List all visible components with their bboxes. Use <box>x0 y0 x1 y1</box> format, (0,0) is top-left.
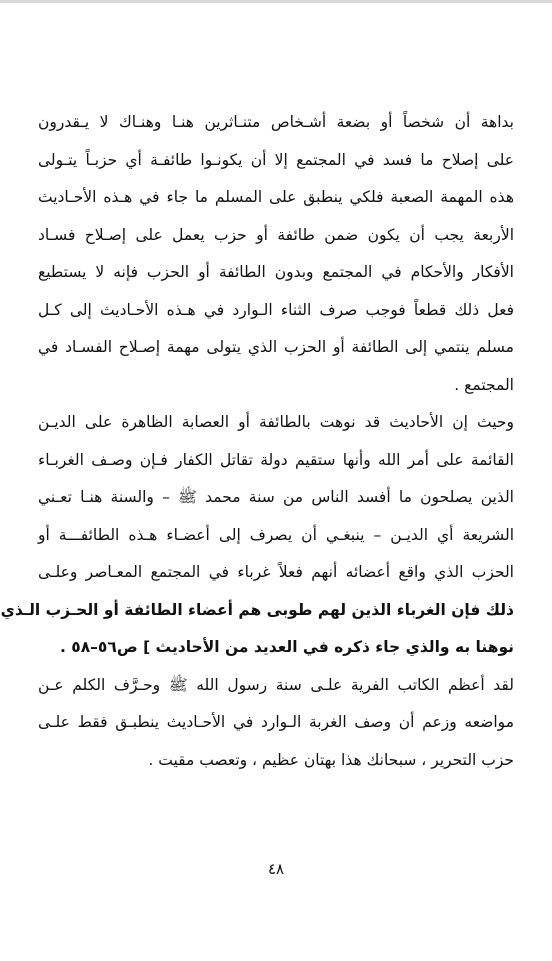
body-text <box>0 104 514 779</box>
text-line: حزب التحرير ، سبحانك هذا بهتان عظيم ، وتعصب مقيت . <box>148 750 514 769</box>
text-line: الأربعة يجب أن يكون ضمن طائفة أو حزب يعمل على إصـلاح فسـاد <box>38 225 514 244</box>
page-number: ٤٨ <box>267 860 285 878</box>
text-line: الحزب الذي واقع أعضائه أنهم فعلاً غرباء في المجتمع المعـاصر وعلـى <box>38 563 514 581</box>
text-line: وحيث إن الأحاديث قد نوهت بالطائفة أو العصابة الظاهرة على الديـن <box>38 413 514 431</box>
text-line: مسلم ينتمي إلى الطائفة أو الحزب الذي يتولى مهمة إصـلاح الفسـاد في <box>38 338 514 356</box>
text-line: نوهنا به والذي جاء ذكره في العديد من الأحاديث ] ص٥٦–٥٨ . <box>59 638 514 656</box>
text-line: على إصلاح ما فسد في المجتمع إلا أن يكونـوا طائفـة أي حزبـاً يتـولى <box>38 150 514 169</box>
text-line: مواضعه وزعم أن وصف الغربة الـوارد في الأحـاديث ينطبـق فقط علـى <box>38 713 514 731</box>
scan-top-edge <box>0 0 552 3</box>
text-line: الشريعة أي الديـن – ينبغـي أن يصرف إلى أعضـاء هـذه الطائفـــة أو <box>38 525 514 544</box>
text-line: هذه المهمة الصعبة فلكي ينطبق على المسلم ما جاء في هـذه الأحـاديث <box>38 188 514 206</box>
text-line: القائمة على أمر الله وأنها ستقيم دولة تقاتل الكفار فـإن وصـف الغربـاء <box>38 450 514 469</box>
text-line: لقد أعظم الكاتب الفرية علـى سنة رسول الله ﷺ وحـرَّف الكلم عـن <box>38 675 514 694</box>
text-line: الذين يصلحون ما أفسد الناس من سنة محمد ﷺ – والسنة هنـا تعـني <box>38 488 514 506</box>
text-line: فعل ذلك قطعاً فوجب صرف الثناء الـوارد في هـذه الأحـاديث إلى كـل <box>38 300 514 319</box>
text-line: ذلك فإن الغرباء الذين لهم طوبى هم أعضاء الطائفة أو الحـزب الـذي <box>0 600 514 619</box>
text-line: الأفكار والأحكام في المجتمع وبدون الطائفة أو الحزب فإنه لا يستطيع <box>38 263 514 281</box>
text-line: بداهة أن شخصاً أو بضعة أشـخاص متنـاثرين هنـا وهنـاك لا يـقدرون <box>38 113 514 131</box>
text-line: المجتمع . <box>454 375 514 394</box>
